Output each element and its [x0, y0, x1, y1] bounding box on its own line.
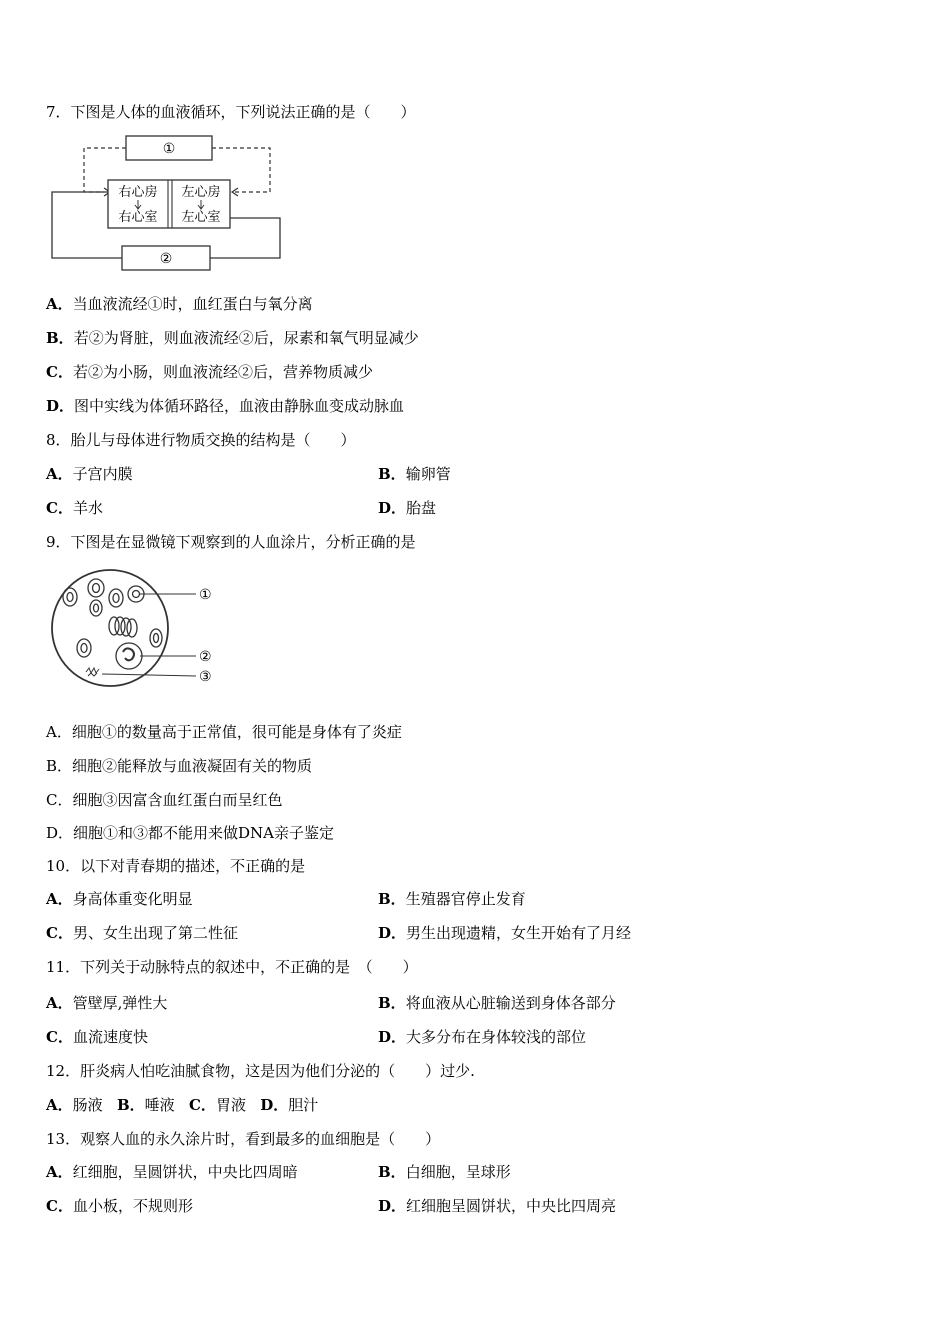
q10-option-d: D．男生出现遗精，女生开始有了月经	[378, 924, 632, 942]
q12-options	[46, 1095, 318, 1115]
q13-option-d: D．红细胞呈圆饼状，中央比四周亮	[378, 1197, 617, 1215]
q8-option-b: B．输卵管	[378, 465, 451, 483]
q12-option-a-text: 肠液	[72, 1096, 103, 1114]
q12-option-c-text: 胃液	[215, 1096, 246, 1114]
q7-option-c: C．若②为小肠，则血液流经②后，营养物质减少	[46, 363, 373, 381]
q11-option-d: D．大多分布在身体较浅的部位	[378, 1028, 587, 1046]
left-atrium-label: 左心房	[181, 185, 221, 200]
q11-option-a: A．管壁厚,弹性大	[46, 994, 168, 1012]
q11-option-c: C．血流速度快	[46, 1028, 148, 1046]
smear-label-3: ③	[199, 669, 212, 685]
blood-circulation-diagram	[44, 130, 294, 278]
right-ventricle-label: 右心室	[118, 210, 158, 225]
box-2-label: ②	[159, 251, 173, 267]
q12-option-d-text: 胆汁	[288, 1096, 319, 1114]
q13-option-a: A．红细胞，呈圆饼状，中央比四周暗	[46, 1163, 298, 1181]
q13-option-c: C．血小板，不规则形	[46, 1197, 193, 1215]
blood-smear-diagram	[46, 566, 226, 696]
right-atrium-label: 右心房	[118, 185, 158, 200]
question-10-stem: 10．以下对青春期的描述，不正确的是	[46, 857, 306, 875]
q8-option-c: C．羊水	[46, 499, 103, 517]
smear-label-2: ②	[199, 649, 212, 665]
q8-option-a: A．子宫内膜	[46, 465, 133, 483]
left-ventricle-label: 左心室	[181, 210, 221, 225]
question-13-stem: 13．观察人血的永久涂片时，看到最多的血细胞是（ ）	[46, 1130, 441, 1148]
q10-option-b: B．生殖器官停止发育	[378, 890, 526, 908]
q12-option-b-letter: B．	[116, 1096, 145, 1114]
q12-option-c-letter: C．	[188, 1096, 216, 1114]
q7-option-d: D．图中实线为体循环路径，血液由静脉血变成动脉血	[46, 397, 405, 415]
question-8-stem: 8．胎儿与母体进行物质交换的结构是（ ）	[46, 431, 356, 449]
question-11-stem: 11．下列关于动脉特点的叙述中，不正确的是 （ ）	[46, 958, 418, 976]
q10-option-c: C．男、女生出现了第二性征	[46, 924, 238, 942]
q7-option-b: B．若②为肾脏，则血液流经②后，尿素和氧气明显减少	[46, 329, 419, 347]
q9-option-a: A．细胞①的数量高于正常值，很可能是身体有了炎症	[46, 723, 402, 741]
q9-option-c: C．细胞③因富含血红蛋白而呈红色	[46, 791, 283, 809]
question-9-stem: 9．下图是在显微镜下观察到的人血涂片，分析正确的是	[46, 533, 416, 551]
q9-option-d: D．细胞①和③都不能用来做DNA亲子鉴定	[46, 824, 335, 842]
q12-option-d-letter: D．	[260, 1096, 289, 1114]
q9-option-b: B．细胞②能释放与血液凝固有关的物质	[46, 757, 313, 775]
box-1-label: ①	[162, 141, 176, 157]
q7-option-a: A．当血液流经①时，血红蛋白与氧分离	[46, 295, 313, 313]
question-7-stem: 7．下图是人体的血液循环，下列说法正确的是（ ）	[46, 103, 416, 121]
q11-option-b: B．将血液从心脏输送到身体各部分	[378, 994, 616, 1012]
q12-option-a-letter: A．	[46, 1096, 73, 1114]
q8-option-d: D．胎盘	[378, 499, 437, 517]
question-12-stem: 12．肝炎病人怕吃油腻食物，这是因为他们分泌的（ ）过少.	[46, 1062, 475, 1080]
q13-option-b: B．白细胞，呈球形	[378, 1163, 511, 1181]
white-blood-cell	[116, 643, 142, 669]
smear-label-1: ①	[199, 587, 212, 603]
q12-option-b-text: 唾液	[144, 1096, 175, 1114]
q10-option-a: A．身高体重变化明显	[46, 890, 193, 908]
